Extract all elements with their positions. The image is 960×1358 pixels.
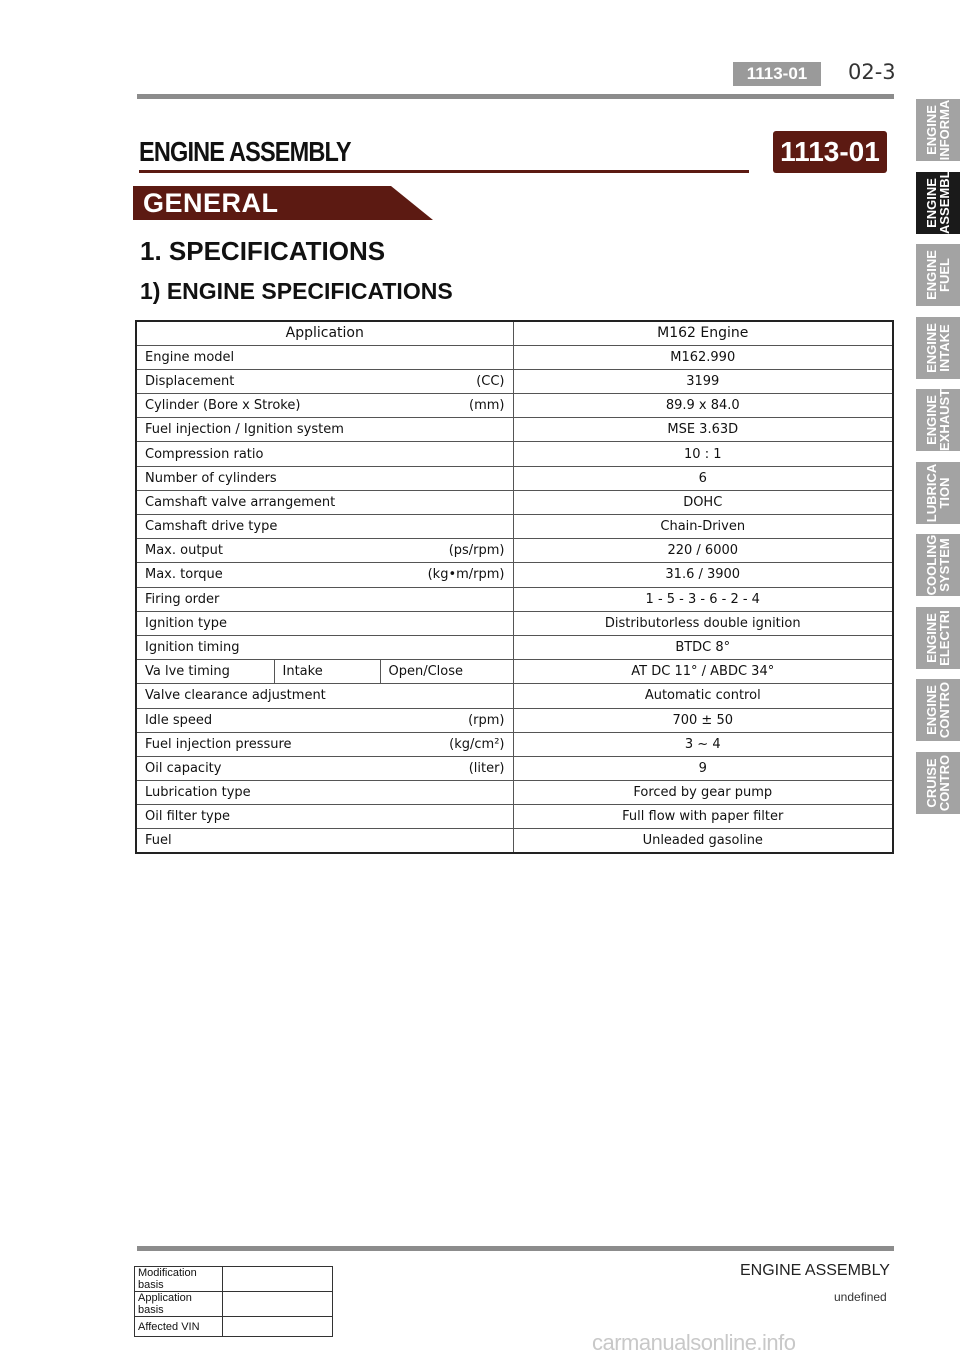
spec-label: Displacement [145,373,235,389]
subsection-heading: 1) ENGINE SPECIFICATIONS [140,278,453,304]
general-label: GENERAL [143,188,279,218]
chapter-tab[interactable] [916,169,960,234]
spec-label: Max. output [145,543,224,559]
spec-value: Distributorless double ignition [513,611,893,635]
chapter-tab-label: ENGINE CONTRO [924,681,952,739]
footer-subtitle: undefined [834,1290,887,1304]
footer-row-label: Modification basis [135,1267,223,1292]
spec-unit: (rpm) [468,712,505,728]
spec-label: Oil capacity [145,760,222,776]
table-row [136,539,893,563]
spec-label: Oil filter type [145,809,231,825]
table-row [136,805,893,829]
spec-label: Lubrication type [145,785,251,801]
table-row-valve-timing [136,660,893,684]
spec-label-cell [136,635,513,659]
spec-unit: (kg/cm²) [449,736,505,752]
spec-label-cell [136,829,513,853]
spec-value: Forced by gear pump [513,781,893,805]
header-application: Application [136,321,513,345]
spec-value: 31.6 / 3900 [513,563,893,587]
section-code-badge: 1113-01 [733,62,821,86]
spec-label-cell [136,369,513,393]
spec-label: Compression ratio [145,446,264,462]
spec-label: Firing order [145,591,220,607]
header-engine: M162 Engine [513,321,893,345]
table-row [136,394,893,418]
spec-label-cell [136,563,513,587]
spec-label-cell [136,418,513,442]
spec-label: Number of cylinders [145,470,277,486]
spec-label: Fuel [145,833,172,849]
footer-row-label: Affected VIN [135,1317,223,1337]
table-row [136,418,893,442]
footer-row-value [223,1267,333,1292]
table-row [136,442,893,466]
table-row [136,369,893,393]
chapter-tab-label: LUBRICA TION [924,463,952,522]
spec-value: 9 [513,756,893,780]
spec-value: 89.9 x 84.0 [513,394,893,418]
spec-unit: (liter) [468,760,505,776]
chapter-tab-label: ENGINE INFORMA [924,99,952,161]
footer-row [135,1267,333,1292]
table-row [136,490,893,514]
chapter-tab[interactable] [916,99,960,161]
spec-value: M162.990 [513,345,893,369]
spec-unit: (CC) [476,373,505,389]
table-row [136,781,893,805]
table-row [136,345,893,369]
footer-row-label: Application basis [135,1292,223,1317]
spec-label-cell [136,515,513,539]
table-row [136,829,893,853]
table-row [136,563,893,587]
spec-label: Ignition type [145,615,228,631]
table-row [136,466,893,490]
chapter-tab-label: COOLING SYSTEM [924,534,952,596]
spec-value: 700 ± 50 [513,708,893,732]
engine-spec-table [135,320,894,854]
spec-label-cell [136,490,513,514]
spec-label: Ignition timing [145,640,240,656]
spec-value: Unleaded gasoline [513,829,893,853]
spec-label-cell [136,442,513,466]
spec-label-cell [136,805,513,829]
chapter-tab[interactable] [916,752,960,814]
spec-value: 3 ~ 4 [513,732,893,756]
footer-row [135,1317,333,1337]
modification-table [134,1266,333,1337]
page-number: 02-3 [848,60,896,84]
chapter-tab-label: ENGINE EXHAUST [924,388,952,451]
header-rule [137,94,894,99]
table-row [136,756,893,780]
spec-label: Idle speed [145,712,213,728]
spec-label-cell [136,756,513,780]
spec-label: Camshaft valve arrangement [145,494,336,510]
spec-value: BTDC 8° [513,635,893,659]
spec-label-cell [136,732,513,756]
spec-label-cell [136,345,513,369]
chapter-tab-label: ENGINE ELECTRI [924,609,952,666]
spec-label: Cylinder (Bore x Stroke) [145,398,301,414]
footer-row [135,1292,333,1317]
spec-unit: (mm) [469,398,505,414]
spec-label: Valve clearance adjustment [145,688,326,704]
spec-value: Full flow with paper filter [513,805,893,829]
chapter-tab-label: ENGINE INTAKE [924,322,952,373]
table-row [136,515,893,539]
spec-label: Fuel injection pressure [145,736,292,752]
footer-title: ENGINE ASSEMBLY [740,1262,890,1279]
spec-label-cell [136,611,513,635]
footer-row-value [223,1292,333,1317]
title-code-badge: 1113-01 [773,131,887,173]
spec-value: Chain-Driven [513,515,893,539]
spec-label: Camshaft drive type [145,519,278,535]
table-row [136,732,893,756]
spec-value: DOHC [513,490,893,514]
chapter-tab[interactable] [916,317,960,379]
spec-label-cell [136,539,513,563]
spec-value: 3199 [513,369,893,393]
table-row [136,587,893,611]
spec-unit: (ps/rpm) [448,543,505,559]
table-row [136,635,893,659]
chapter-tab[interactable] [916,462,960,524]
spec-label-cell [136,781,513,805]
spec-value: 1 - 5 - 3 - 6 - 2 - 4 [513,587,893,611]
spec-value: 6 [513,466,893,490]
chapter-tab-label: ENGINE FUEL [924,250,952,300]
watermark: carmanualsonline.info [592,1330,796,1355]
spec-label: Engine model [145,349,235,365]
spec-label-cell [136,394,513,418]
table-header-row [136,321,893,345]
spec-label-cell [136,708,513,732]
spec-label: Max. torque [145,567,223,583]
section-heading: 1. SPECIFICATIONS [140,236,386,266]
spec-unit: (kg•m/rpm) [427,567,505,583]
valve-timing-intake: Intake [274,660,380,684]
spec-label-cell [136,684,513,708]
chapter-tab[interactable] [916,607,960,669]
spec-value: 10 : 1 [513,442,893,466]
spec-value: MSE 3.63D [513,418,893,442]
spec-value: 220 / 6000 [513,539,893,563]
chapter-tab-label: ENGINE ASSEMBL [924,169,952,234]
table-row [136,708,893,732]
chapter-tab-label: CRUISE CONTRO [924,754,952,811]
table-row [136,684,893,708]
chapter-tab[interactable] [916,679,960,741]
footer-rule [137,1246,894,1251]
footer-row-value [223,1317,333,1337]
spec-label-cell [136,466,513,490]
valve-timing-openclose: Open/Close [380,660,513,684]
table-row [136,611,893,635]
spec-label: Fuel injection / Ignition system [145,422,344,438]
spec-label-cell [136,587,513,611]
chapter-tab[interactable] [916,389,960,451]
chapter-tab[interactable] [916,244,960,306]
spec-value: Automatic control [513,684,893,708]
page-title: ENGINE ASSEMBLY [139,136,351,167]
title-underline [139,170,749,173]
valve-timing-label: Va lve timing [136,660,274,684]
chapter-tab[interactable] [916,534,960,596]
spec-value: AT DC 11° / ABDC 34° [513,660,893,684]
